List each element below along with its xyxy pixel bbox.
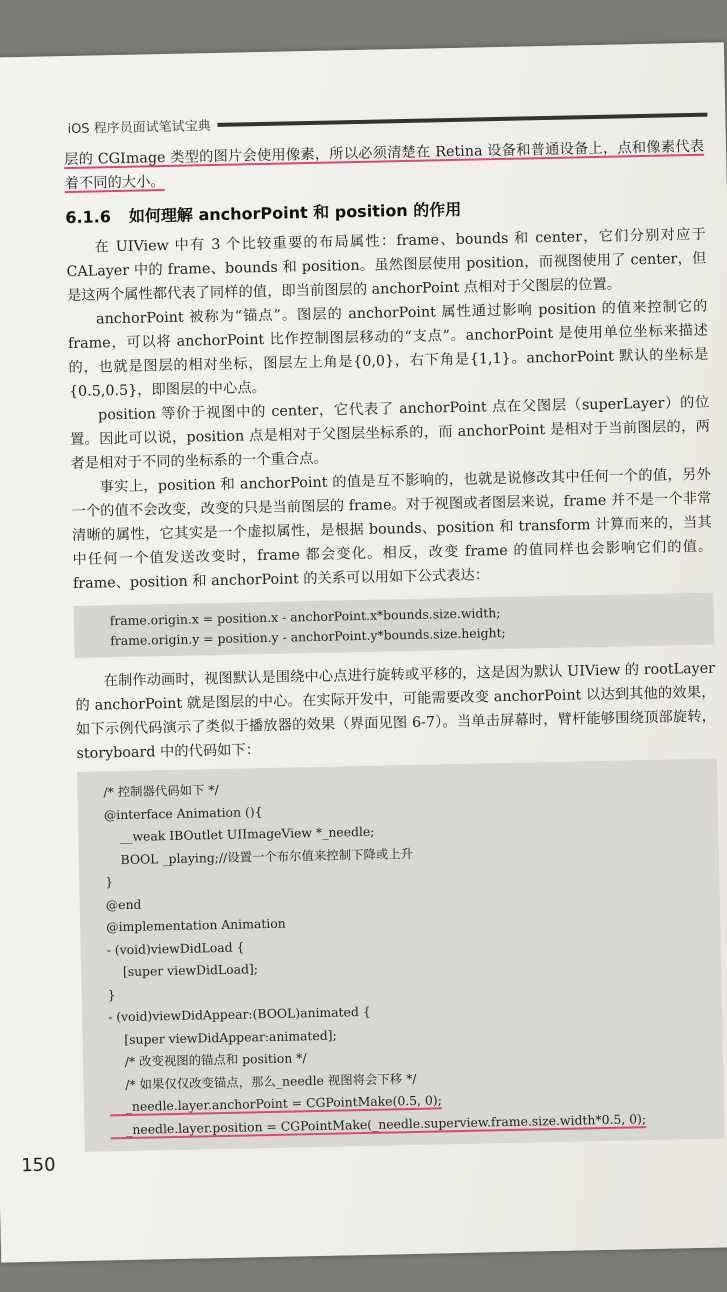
running-header-title: iOS 程序员面试笔试宝典	[67, 119, 211, 138]
code-line: BOOL _playing;//设置一个布尔值来控制下降或上升	[104, 845, 414, 867]
code-line: [super viewDidAppear:animated];	[108, 1027, 337, 1047]
paragraph-anchorpoint: anchorPoint 被称为“锚点”。图层的 anchorPoint 属性通过影响 position 的值来控制它的 frame，可以将 anchorPoint 比作控制图层移动的“支点”。anchorPoint 是使用单位坐标来描述的，也就是图层的相对坐标，图层左上角是{0,0}，右下角是{1,1}。anchorPoint 默认的坐标是{0.5,0.5}，即图层的中心点。	[67, 298, 709, 401]
section-title: 如何理解 anchorPoint 和 position 的作用	[128, 199, 462, 226]
code-line: }	[107, 986, 116, 1002]
section-number: 6.1.6	[65, 207, 112, 228]
paragraph-independence: 事实上，position 和 anchorPoint 的值是互不影响的，也就是说修改其中任何一个的值，另外一个的值不会改变，改变的只是当前图层的 frame。对于视图或者图层来说，frame 并不是一个非常清晰的属性，它其实是一个虚拟属性，是根据 bounds、position 和 transform 计算而来的，当其中任何一个值发送改变时，frame 都会变化。相反，改变 frame 的值同样也会影响它们的值。frame、position 和 anchorPoint 的关系可以用如下公式表达：	[71, 466, 713, 593]
code-line: - (void)viewDidAppear:(BOOL)animated {	[107, 1003, 371, 1025]
code-line: @implementation Animation	[106, 915, 286, 935]
formula-line: frame.origin.x = position.x - anchorPoint.x*bounds.size.width;	[109, 605, 501, 629]
book-page	[0, 42, 727, 1262]
code-line: _needle.layer.anchorPoint = CGPointMake(0.5, 0);	[109, 1092, 442, 1115]
running-header	[67, 105, 707, 138]
code-line: @interface Animation (){	[103, 803, 263, 822]
code-line: /* 改变视图的锚点和 position */	[108, 1050, 307, 1070]
paragraph-layout-properties: 在 UIView 中有 3 个比较重要的布局属性：frame、bounds 和 center，它们分别对应于 CALayer 中的 frame、bounds 和 position。虽然图层使用 position，而视图使用了 center，但是这两个属性都代表了同样的值，即当前图层的 anchorPoint 点相对于父图层的位置。	[66, 226, 707, 305]
code-line: _needle.layer.position = CGPointMake(_needle.superview.frame.size.width*0.5, 0);	[110, 1110, 647, 1137]
header-rule	[217, 113, 707, 127]
paragraph-animation: 在制作动画时，视图默认是围绕中心点进行旋转或平移的，这是因为默认 UIView 的 rootLayer 的 anchorPoint 就是图层的中心。在实际开发中，可能需要改变 anchorPoint 以达到其他的效果，如下示例代码演示了类似于播放器的效果（界面见图 6-7）。当单击屏幕时，臂杆能够围绕顶部旋转，storyboard 中的代码如下：	[75, 660, 717, 762]
page-number: 150	[20, 1154, 56, 1177]
formula-block	[73, 593, 714, 658]
code-line: }	[105, 874, 114, 890]
formula-line: frame.origin.y = position.y - anchorPoint.y*bounds.size.height;	[110, 624, 506, 649]
code-line: __weak IBOutlet UIImageView *_needle;	[104, 823, 375, 845]
code-line: - (void)viewDidLoad {	[106, 939, 245, 957]
code-line: /* 如果仅仅改变锚点，那么_needle 视图将会下移 */	[109, 1070, 417, 1092]
paragraph-position: position 等价于视图中的 center，它代表了 anchorPoint 点在父图层（superLayer）的位置。因此可以说，position 点是相对于父图层坐标系的，而 anchorPoint 是相对于当前图层的，两者是相对于不同的坐标系的一个重合点。	[69, 394, 711, 473]
page-body	[64, 135, 725, 1152]
code-block	[77, 759, 725, 1152]
intro-paragraph: 层的 CGImage 类型的图片会使用像素，所以必须清楚在 Retina 设备和普通设备上，点和像素代表着不同的大小。	[63, 138, 705, 193]
code-line: [super viewDidLoad];	[106, 961, 259, 980]
code-line: /* 控制器代码如下 */	[103, 782, 219, 800]
code-line: @end	[105, 896, 142, 912]
